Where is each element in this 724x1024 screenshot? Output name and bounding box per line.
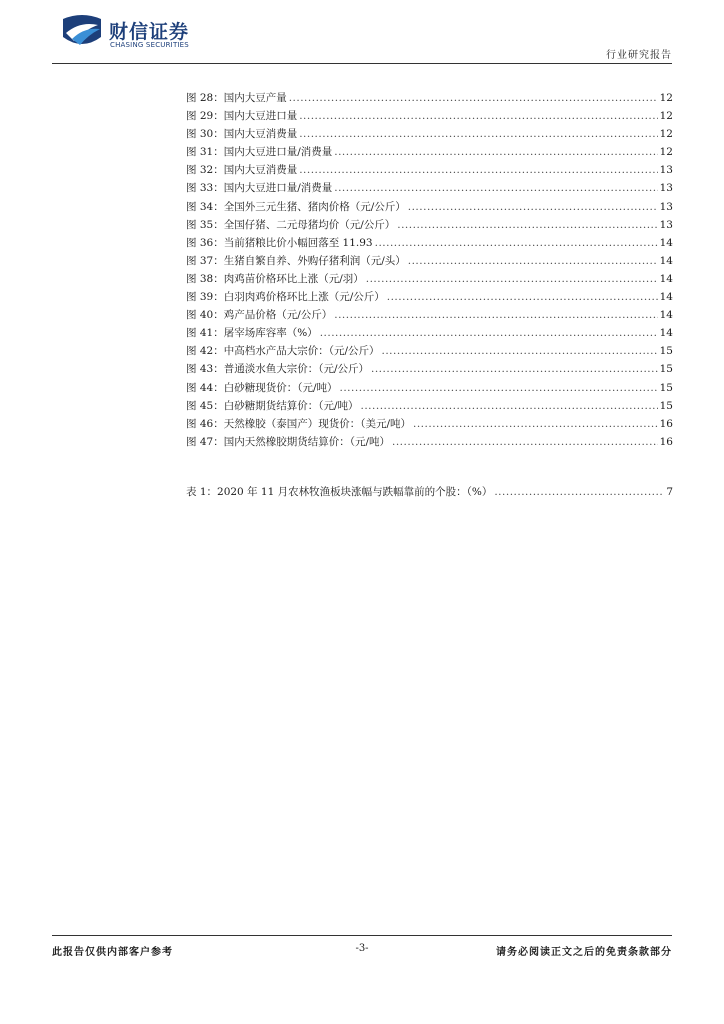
toc-entry-page: 12 bbox=[659, 110, 673, 123]
toc-entry[interactable] bbox=[186, 126, 673, 144]
dot-leader bbox=[299, 164, 657, 176]
dot-leader bbox=[320, 327, 658, 339]
toc-entry[interactable] bbox=[186, 307, 673, 325]
toc-entry-page: 14 bbox=[659, 327, 673, 340]
dot-leader bbox=[397, 219, 657, 231]
toc-entry-page: 13 bbox=[659, 182, 673, 195]
dot-leader bbox=[494, 486, 664, 498]
footer-disclaimer-left: 此报告仅供内部客户参考 bbox=[52, 947, 173, 958]
toc-entry[interactable] bbox=[186, 90, 673, 108]
toc-entry-label: 图 41：屠宰场库容率（%） bbox=[186, 327, 318, 340]
toc-entry-label: 图 40：鸡产品价格（元/公斤） bbox=[186, 309, 333, 322]
dot-leader bbox=[408, 255, 658, 267]
toc-entry-page: 12 bbox=[659, 128, 673, 141]
toc-entry[interactable] bbox=[186, 361, 673, 379]
toc-entry-label: 图 29：国内大豆进口量 bbox=[186, 110, 298, 123]
toc-entry-page: 13 bbox=[659, 218, 673, 231]
footer-divider bbox=[52, 935, 672, 936]
logo-chinese-name: 财信证券 bbox=[109, 21, 190, 43]
toc-entry-label: 图 38：肉鸡苗价格环比上涨（元/羽） bbox=[186, 272, 364, 285]
toc-entry-page: 14 bbox=[659, 309, 673, 322]
dot-leader bbox=[361, 400, 658, 412]
toc-entry-label: 图 46：天然橡胶（泰国产）现货价：（美元/吨） bbox=[186, 417, 411, 430]
dot-leader bbox=[299, 128, 657, 140]
toc-entry-label: 图 43：普通淡水鱼大宗价：（元/公斤） bbox=[186, 363, 369, 376]
logo-english-name: CHASING SECURITIES bbox=[110, 41, 189, 49]
toc-entry-page: 13 bbox=[659, 164, 673, 177]
toc-entry[interactable] bbox=[186, 289, 673, 307]
toc-entry[interactable] bbox=[186, 398, 673, 416]
toc-entry[interactable] bbox=[186, 484, 673, 502]
toc-entry-label: 图 30：国内大豆消费量 bbox=[186, 128, 298, 141]
toc-entry-label: 图 33：国内大豆进口量/消费量 bbox=[186, 182, 333, 195]
toc-entry-page: 13 bbox=[659, 200, 673, 213]
dot-leader bbox=[289, 92, 658, 104]
toc-entry-label: 图 31：国内大豆进口量/消费量 bbox=[186, 146, 333, 159]
dot-leader bbox=[334, 182, 657, 194]
toc-entry[interactable] bbox=[186, 343, 673, 361]
toc-entry-label: 图 32：国内大豆消费量 bbox=[186, 164, 298, 177]
toc-entry-label: 图 47：国内天然橡胶期货结算价：（元/吨） bbox=[186, 435, 390, 448]
chasing-securities-logo-icon bbox=[60, 13, 104, 51]
toc-entry-page: 12 bbox=[659, 146, 673, 159]
dot-leader bbox=[413, 418, 658, 430]
dot-leader bbox=[340, 382, 658, 394]
toc-entry-page: 16 bbox=[659, 417, 673, 430]
dot-leader bbox=[392, 436, 658, 448]
toc-entry-label: 图 39：白羽肉鸡价格环比上涨（元/公斤） bbox=[186, 291, 385, 304]
toc-entry[interactable] bbox=[186, 199, 673, 217]
toc-entry-label: 图 34：全国外三元生猪、猪肉价格（元/公斤） bbox=[186, 200, 406, 213]
toc-entry[interactable] bbox=[186, 144, 673, 162]
toc-entry-page: 7 bbox=[666, 486, 673, 498]
toc-entry-page: 15 bbox=[659, 363, 673, 376]
dot-leader bbox=[375, 237, 658, 249]
toc-entry-label: 图 36：当前猪粮比价小幅回落至 11.93 bbox=[186, 236, 373, 249]
toc-entry[interactable] bbox=[186, 434, 673, 452]
toc-entry-page: 14 bbox=[659, 272, 673, 285]
toc-entry[interactable] bbox=[186, 235, 673, 253]
footer-disclaimer-right: 请务必阅读正文之后的免责条款部分 bbox=[496, 947, 672, 958]
toc-entry-page: 14 bbox=[659, 254, 673, 267]
toc-entry-label: 图 45：白砂糖期货结算价：（元/吨） bbox=[186, 399, 359, 412]
toc-entry-page: 14 bbox=[659, 236, 673, 249]
toc-entry[interactable] bbox=[186, 380, 673, 398]
toc-entry-label: 图 42：中高档水产品大宗价：（元/公斤） bbox=[186, 345, 380, 358]
toc-entry[interactable] bbox=[186, 162, 673, 180]
toc-entry-page: 15 bbox=[659, 381, 673, 394]
dot-leader bbox=[371, 363, 658, 375]
toc-entry-label: 表 1：2020 年 11 月农林牧渔板块涨幅与跌幅靠前的个股：（%） bbox=[186, 486, 493, 498]
dot-leader bbox=[299, 110, 657, 122]
table-list bbox=[186, 484, 673, 502]
dot-leader bbox=[408, 201, 658, 213]
dot-leader bbox=[334, 309, 657, 321]
toc-entry-label: 图 28：国内大豆产量 bbox=[186, 92, 287, 104]
toc-entry[interactable] bbox=[186, 325, 673, 343]
figure-list bbox=[186, 90, 673, 452]
report-type-label: 行业研究报告 bbox=[606, 50, 672, 61]
company-logo bbox=[60, 13, 210, 55]
page-number: -3- bbox=[355, 943, 369, 954]
header-divider bbox=[52, 63, 672, 64]
toc-entry[interactable] bbox=[186, 217, 673, 235]
toc-entry[interactable] bbox=[186, 108, 673, 126]
dot-leader bbox=[387, 291, 658, 303]
toc-entry-page: 14 bbox=[659, 291, 673, 304]
toc-entry-page: 15 bbox=[659, 399, 673, 412]
toc-entry[interactable] bbox=[186, 271, 673, 289]
toc-entry-page: 12 bbox=[659, 92, 673, 104]
toc-entry-label: 图 37：生猪自繁自养、外购仔猪利润（元/头） bbox=[186, 254, 406, 267]
toc-entry[interactable] bbox=[186, 253, 673, 271]
dot-leader bbox=[382, 345, 658, 357]
toc-entry-label: 图 35：全国仔猪、二元母猪均价（元/公斤） bbox=[186, 218, 396, 231]
dot-leader bbox=[334, 146, 657, 158]
toc-entry-label: 图 44：白砂糖现货价：（元/吨） bbox=[186, 381, 338, 394]
toc-entry-page: 16 bbox=[659, 435, 673, 448]
toc-entry[interactable] bbox=[186, 180, 673, 198]
toc-entry[interactable] bbox=[186, 416, 673, 434]
dot-leader bbox=[366, 273, 658, 285]
toc-entry-page: 15 bbox=[659, 345, 673, 358]
